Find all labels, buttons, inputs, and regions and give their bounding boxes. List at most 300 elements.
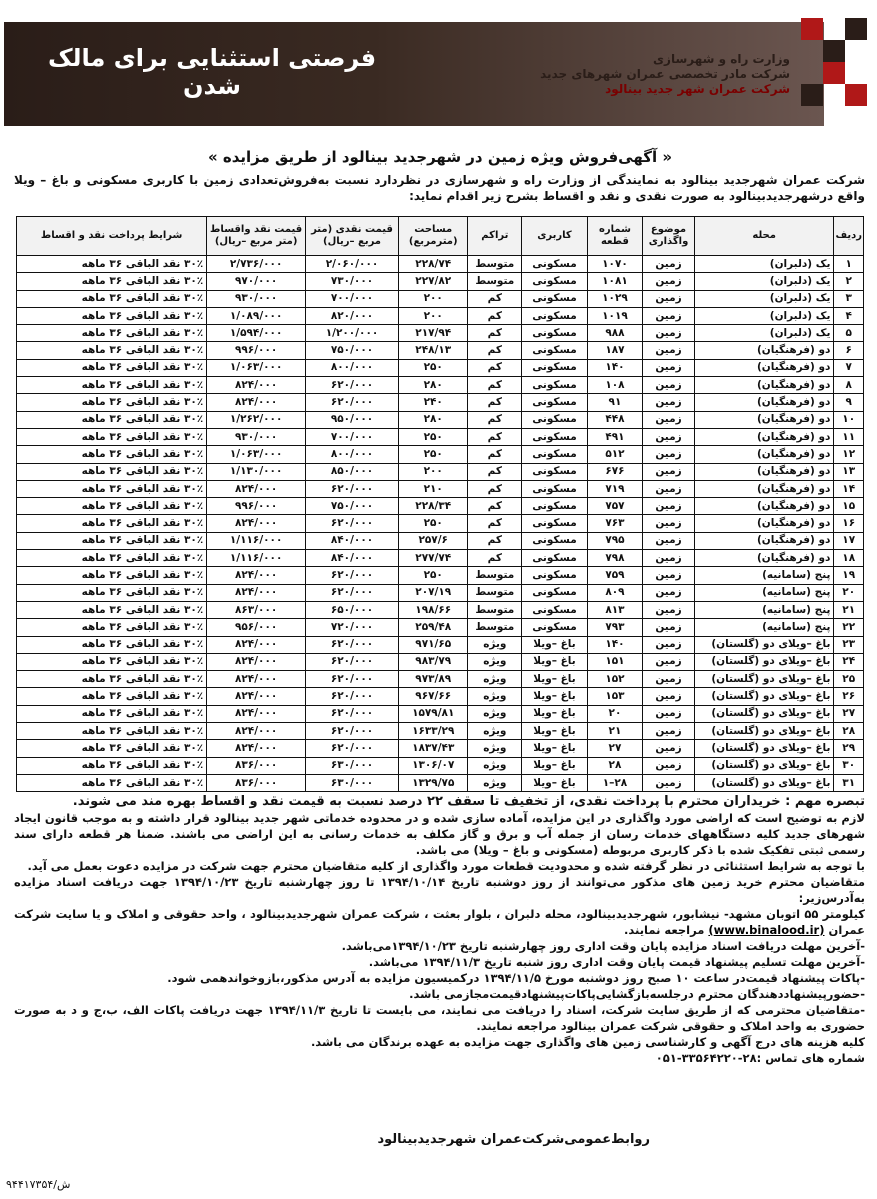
cell-lot-number: ۱۰۲۹ xyxy=(587,290,642,307)
cell-row-number: ۱۵ xyxy=(834,498,864,515)
cell-lot-number: ۷۱۹ xyxy=(587,480,642,497)
cell-row-number: ۱۷ xyxy=(834,532,864,549)
cell-payment-terms: ۳۰٪ نقد الباقی ۳۶ ماهه xyxy=(17,619,207,636)
company-logo-icon xyxy=(793,10,871,122)
cell-lot-number: ۲۱ xyxy=(587,723,642,740)
cell-lot-number: ۷۵۷ xyxy=(587,498,642,515)
table-row xyxy=(17,307,864,324)
cell-installment-price: ۹۹۶/۰۰۰ xyxy=(207,342,306,359)
cell-density: ویژه xyxy=(468,740,522,757)
cell-area: ۲۴۰ xyxy=(399,394,468,411)
cell-transfer-type: زمین xyxy=(643,498,695,515)
cell-land-use: باغ –ویلا xyxy=(522,671,588,688)
cell-neighborhood: دو (فرهنگیان) xyxy=(694,480,834,497)
cell-cash-price: ۸۰۰/۰۰۰ xyxy=(306,446,399,463)
cell-transfer-type: زمین xyxy=(643,446,695,463)
cell-land-use: مسکونی xyxy=(522,619,588,636)
cell-row-number: ۱ xyxy=(834,256,864,273)
cell-transfer-type: زمین xyxy=(643,688,695,705)
cell-installment-price: ۱/۰۶۳/۰۰۰ xyxy=(207,446,306,463)
cell-area: ۲۷۷/۷۴ xyxy=(399,550,468,567)
cell-cash-price: ۸۴۰/۰۰۰ xyxy=(306,532,399,549)
cell-installment-price: ۸۳۶/۰۰۰ xyxy=(207,757,306,774)
cell-transfer-type: زمین xyxy=(643,653,695,670)
cell-area: ۱۶۳۳/۲۹ xyxy=(399,723,468,740)
cell-density: متوسط xyxy=(468,584,522,601)
table-row xyxy=(17,723,864,740)
table-row xyxy=(17,377,864,394)
important-note: خریداران محترم با پرداخت نقدی، از تخفیف تا سقف ۲۲ درصد نسبت به قیمت نقد و اقساط بهره مند می شوند. xyxy=(72,794,781,809)
cell-area: ۲۵۰ xyxy=(399,515,468,532)
table-row xyxy=(17,740,864,757)
cell-land-use: مسکونی xyxy=(522,256,588,273)
cell-neighborhood: دو (فرهنگیان) xyxy=(694,463,834,480)
cell-density: کم xyxy=(468,515,522,532)
table-row xyxy=(17,653,864,670)
cell-area: ۲۸۰ xyxy=(399,411,468,428)
cell-land-use: باغ –ویلا xyxy=(522,705,588,722)
cost-note: کلیه هزینه های درج آگهی و کارشناسی زمین های واگذاری جهت مزایده به عهده برندگان می باشد. xyxy=(310,1035,865,1049)
table-row xyxy=(17,359,864,376)
cell-density: کم xyxy=(468,550,522,567)
cell-land-use: مسکونی xyxy=(522,342,588,359)
cell-payment-terms: ۳۰٪ نقد الباقی ۳۶ ماهه xyxy=(17,377,207,394)
header-density: تراکم xyxy=(468,217,522,256)
cell-cash-price: ۶۲۰/۰۰۰ xyxy=(306,740,399,757)
cell-row-number: ۸ xyxy=(834,377,864,394)
cell-payment-terms: ۳۰٪ نقد الباقی ۳۶ ماهه xyxy=(17,480,207,497)
ad-notes xyxy=(14,794,865,1066)
cell-lot-number: ۲۰ xyxy=(587,705,642,722)
cell-land-use: مسکونی xyxy=(522,532,588,549)
cell-density: کم xyxy=(468,480,522,497)
cell-transfer-type: زمین xyxy=(643,757,695,774)
cell-payment-terms: ۳۰٪ نقد الباقی ۳۶ ماهه xyxy=(17,325,207,342)
cell-area: ۱۳۰۶/۰۷ xyxy=(399,757,468,774)
cell-area: ۲۵۰ xyxy=(399,428,468,445)
cell-neighborhood: پنج (سامانیه) xyxy=(694,584,834,601)
cell-cash-price: ۶۲۰/۰۰۰ xyxy=(306,515,399,532)
cell-land-use: مسکونی xyxy=(522,359,588,376)
cell-payment-terms: ۳۰٪ نقد الباقی ۳۶ ماهه xyxy=(17,688,207,705)
cell-area: ۲۲۸/۷۴ xyxy=(399,256,468,273)
cell-lot-number: ۲۸ xyxy=(587,757,642,774)
cell-density: متوسط xyxy=(468,567,522,584)
cell-neighborhood: پنج (سامانیه) xyxy=(694,619,834,636)
cell-transfer-type: زمین xyxy=(643,515,695,532)
cell-area: ۲۴۸/۱۳ xyxy=(399,342,468,359)
cell-area: ۲۵۰ xyxy=(399,359,468,376)
cell-land-use: مسکونی xyxy=(522,377,588,394)
note-paragraph-1: لازم به توضیح است که اراضی مورد واگذاری در این مزایده، آماده سازی شده و در محدوده خدماتی شهر جدید بینالود قرار داشته و به موجب قانون ایجاد شهرهای جدید کلیه دستگاههای خدمات رسان از جمله آب و برق و گاز مکلف به خدمات رسانی به این اراضی می باشند. ضمنا هر قطعه دارای سند رسمی ثبتی تفکیک شده با ذکر کاربری مربوطه (مسکونی و باغ – ویلا) می باشد. xyxy=(14,811,865,857)
cell-row-number: ۵ xyxy=(834,325,864,342)
cell-lot-number: ۱۰۱۹ xyxy=(587,307,642,324)
cell-land-use: باغ –ویلا xyxy=(522,774,588,791)
org-company: شرکت عمران شهر جدید بینالود xyxy=(605,82,790,96)
table-row xyxy=(17,446,864,463)
cell-row-number: ۲۶ xyxy=(834,688,864,705)
cell-density: متوسط xyxy=(468,273,522,290)
cell-cash-price: ۶۲۰/۰۰۰ xyxy=(306,636,399,653)
cell-payment-terms: ۳۰٪ نقد الباقی ۳۶ ماهه xyxy=(17,740,207,757)
cell-neighborhood: دو (فرهنگیان) xyxy=(694,532,834,549)
cell-row-number: ۱۸ xyxy=(834,550,864,567)
cell-installment-price: ۸۲۴/۰۰۰ xyxy=(207,723,306,740)
table-row xyxy=(17,480,864,497)
table-row xyxy=(17,671,864,688)
cell-transfer-type: زمین xyxy=(643,273,695,290)
table-row xyxy=(17,394,864,411)
table-row xyxy=(17,342,864,359)
banner xyxy=(2,4,875,129)
cell-cash-price: ۶۲۰/۰۰۰ xyxy=(306,480,399,497)
cell-payment-terms: ۳۰٪ نقد الباقی ۳۶ ماهه xyxy=(17,411,207,428)
cell-transfer-type: زمین xyxy=(643,463,695,480)
cell-neighborhood: دو (فرهنگیان) xyxy=(694,515,834,532)
cell-transfer-type: زمین xyxy=(643,394,695,411)
table-row xyxy=(17,428,864,445)
cell-transfer-type: زمین xyxy=(643,584,695,601)
header-cash-price: قیمت نقدی (متر مربع –ریال) xyxy=(306,217,399,256)
cell-row-number: ۲۰ xyxy=(834,584,864,601)
cell-cash-price: ۶۲۰/۰۰۰ xyxy=(306,723,399,740)
header-row-number: ردیف xyxy=(834,217,864,256)
cell-lot-number: ۸۱۳ xyxy=(587,601,642,618)
cell-payment-terms: ۳۰٪ نقد الباقی ۳۶ ماهه xyxy=(17,446,207,463)
cell-installment-price: ۸۲۴/۰۰۰ xyxy=(207,584,306,601)
cell-transfer-type: زمین xyxy=(643,325,695,342)
cell-installment-price: ۸۲۴/۰۰۰ xyxy=(207,653,306,670)
cell-installment-price: ۸۲۴/۰۰۰ xyxy=(207,377,306,394)
cell-density: کم xyxy=(468,342,522,359)
header-land-use: کاربری xyxy=(522,217,588,256)
cell-row-number: ۲ xyxy=(834,273,864,290)
cell-transfer-type: زمین xyxy=(643,307,695,324)
note-paragraph-3: متقاضیان محترم خرید زمین های مذکور می‌توانند از روز دوشنبه تاریخ ۱۳۹۴/۱۰/۱۴ تا روز چهارشنبه تاریخ ۱۳۹۴/۱۰/۲۳ جهت دریافت اسناد مزایده به‌آدرس‌زیر: xyxy=(14,875,866,905)
cell-density: کم xyxy=(468,446,522,463)
cell-neighborhood: یک (دلبران) xyxy=(694,273,834,290)
cell-density: ویژه xyxy=(468,774,522,791)
cell-installment-price: ۹۵۶/۰۰۰ xyxy=(207,619,306,636)
cell-lot-number: ۲۷ xyxy=(587,740,642,757)
header-payment-terms: شرایط پرداخت نقد و اقساط xyxy=(17,217,207,256)
cell-cash-price: ۶۲۰/۰۰۰ xyxy=(306,688,399,705)
cell-lot-number: ۷۹۵ xyxy=(587,532,642,549)
cell-installment-price: ۸۲۴/۰۰۰ xyxy=(207,567,306,584)
cell-density: ویژه xyxy=(468,688,522,705)
cell-land-use: مسکونی xyxy=(522,584,588,601)
header-area: مساحت (مترمربع) xyxy=(399,217,468,256)
cell-lot-number: ۱۵۱ xyxy=(587,653,642,670)
address-text: کیلومتر ۵۵ اتوبان مشهد- نیشابور، شهرجدیدبینالود، محله دلبران ، بلوار بعثت ، شرکت عمران شهرجدیدبینالود ، واحد حقوقی و املاک و یا سایت شرکت عمران xyxy=(14,907,865,937)
cell-transfer-type: زمین xyxy=(643,723,695,740)
cell-cash-price: ۶۵۰/۰۰۰ xyxy=(306,601,399,618)
cell-payment-terms: ۳۰٪ نقد الباقی ۳۶ ماهه xyxy=(17,705,207,722)
phone-numbers: شماره های تماس :۲۸-۳۳۵۶۴۲۲۰-۰۵۱ xyxy=(655,1051,865,1065)
cell-lot-number: ۹۱ xyxy=(587,394,642,411)
cell-land-use: باغ –ویلا xyxy=(522,757,588,774)
cell-area: ۲۲۷/۸۲ xyxy=(399,273,468,290)
cell-lot-number: ۸۰۹ xyxy=(587,584,642,601)
cell-row-number: ۶ xyxy=(834,342,864,359)
cell-neighborhood: دو (فرهنگیان) xyxy=(694,411,834,428)
cell-density: کم xyxy=(468,463,522,480)
cell-installment-price: ۱/۱۳۰/۰۰۰ xyxy=(207,463,306,480)
deadline-1: -آخرین مهلت دریافت اسناد مزایده پایان وقت اداری روز چهارشنبه تاریخ ۱۳۹۴/۱۰/۲۳می‌باشد. xyxy=(341,939,865,953)
cell-transfer-type: زمین xyxy=(643,411,695,428)
cell-neighborhood: یک (دلبران) xyxy=(694,290,834,307)
cell-neighborhood: یک (دلبران) xyxy=(694,256,834,273)
cell-installment-price: ۸۶۳/۰۰۰ xyxy=(207,601,306,618)
cell-area: ۲۰۷/۱۹ xyxy=(399,584,468,601)
cell-area: ۱۹۸/۶۶ xyxy=(399,601,468,618)
cell-area: ۲۵۷/۶ xyxy=(399,532,468,549)
cell-cash-price: ۸۰۰/۰۰۰ xyxy=(306,359,399,376)
cell-area: ۲۱۷/۹۴ xyxy=(399,325,468,342)
cell-payment-terms: ۳۰٪ نقد الباقی ۳۶ ماهه xyxy=(17,256,207,273)
cell-land-use: مسکونی xyxy=(522,498,588,515)
table-header-row xyxy=(17,217,864,256)
cell-installment-price: ۹۹۶/۰۰۰ xyxy=(207,498,306,515)
table-row xyxy=(17,498,864,515)
note-paragraph-2: با توجه به شرایط استثنائی در نظر گرفته شده و محدودیت قطعات مورد واگذاری از کلیه متقاضیان محترم جهت شرکت در مزایده دعوت بعمل می آید. xyxy=(27,859,865,873)
cell-installment-price: ۸۲۴/۰۰۰ xyxy=(207,480,306,497)
cell-transfer-type: زمین xyxy=(643,256,695,273)
cell-area: ۲۸۰ xyxy=(399,377,468,394)
cell-installment-price: ۱/۰۸۹/۰۰۰ xyxy=(207,307,306,324)
cell-land-use: باغ –ویلا xyxy=(522,636,588,653)
cell-land-use: باغ –ویلا xyxy=(522,723,588,740)
cell-payment-terms: ۳۰٪ نقد الباقی ۳۶ ماهه xyxy=(17,774,207,791)
cell-cash-price: ۲/۰۶۰/۰۰۰ xyxy=(306,256,399,273)
org-ministry: وزارت راه و شهرسازی xyxy=(653,52,790,66)
cell-area: ۹۶۷/۶۶ xyxy=(399,688,468,705)
cell-row-number: ۹ xyxy=(834,394,864,411)
cell-row-number: ۱۳ xyxy=(834,463,864,480)
cell-lot-number: ۴۴۸ xyxy=(587,411,642,428)
cell-installment-price: ۸۲۴/۰۰۰ xyxy=(207,394,306,411)
cell-area: ۹۸۳/۷۹ xyxy=(399,653,468,670)
cell-density: متوسط xyxy=(468,601,522,618)
cell-lot-number: ۱۵۲ xyxy=(587,671,642,688)
table-row xyxy=(17,757,864,774)
cell-density: کم xyxy=(468,394,522,411)
cell-installment-price: ۸۲۴/۰۰۰ xyxy=(207,705,306,722)
cell-row-number: ۲۷ xyxy=(834,705,864,722)
lots-table xyxy=(16,216,864,792)
cell-land-use: مسکونی xyxy=(522,446,588,463)
cell-row-number: ۱۹ xyxy=(834,567,864,584)
cell-installment-price: ۸۲۴/۰۰۰ xyxy=(207,740,306,757)
cell-density: کم xyxy=(468,359,522,376)
cell-area: ۱۵۷۹/۸۱ xyxy=(399,705,468,722)
deadline-2: -آخرین مهلت تسلیم پیشنهاد قیمت پایان وقت اداری روز شنبه تاریخ ۱۳۹۴/۱۱/۳ می‌باشد. xyxy=(368,955,865,969)
cell-row-number: ۱۱ xyxy=(834,428,864,445)
cell-cash-price: ۷۵۰/۰۰۰ xyxy=(306,498,399,515)
cell-cash-price: ۹۵۰/۰۰۰ xyxy=(306,411,399,428)
ad-intro: شرکت عمران شهرجدید بینالود به نمایندگی از وزارت راه و شهرسازی در نظردارد نسبت به‌فروش‌تعدادی زمین با کاربری مسکونی و باغ – ویلا واقع درشهرجدیدبینالود به صورت نقدی و نقد و اقساط بشرح زیر اقدام نماید: xyxy=(14,173,865,203)
cell-density: کم xyxy=(468,307,522,324)
cell-neighborhood: دو (فرهنگیان) xyxy=(694,550,834,567)
cell-density: کم xyxy=(468,498,522,515)
cell-cash-price: ۸۲۰/۰۰۰ xyxy=(306,307,399,324)
cell-payment-terms: ۳۰٪ نقد الباقی ۳۶ ماهه xyxy=(17,342,207,359)
cell-lot-number: ۲۸–۱ xyxy=(587,774,642,791)
cell-row-number: ۲۲ xyxy=(834,619,864,636)
table-row xyxy=(17,550,864,567)
cell-row-number: ۱۲ xyxy=(834,446,864,463)
table-row xyxy=(17,636,864,653)
cell-area: ۲۵۹/۴۸ xyxy=(399,619,468,636)
cell-land-use: مسکونی xyxy=(522,325,588,342)
cell-installment-price: ۹۳۰/۰۰۰ xyxy=(207,428,306,445)
cell-lot-number: ۱۰۸ xyxy=(587,377,642,394)
cell-density: ویژه xyxy=(468,671,522,688)
cell-land-use: مسکونی xyxy=(522,567,588,584)
cell-density: کم xyxy=(468,532,522,549)
header-neighborhood: محله xyxy=(694,217,834,256)
cell-lot-number: ۶۷۶ xyxy=(587,463,642,480)
cell-area: ۲۵۰ xyxy=(399,446,468,463)
ad-code: ۹۴۴۱۷۳۵۴/ش xyxy=(6,1178,71,1191)
cell-transfer-type: زمین xyxy=(643,740,695,757)
cell-row-number: ۲۳ xyxy=(834,636,864,653)
table-row xyxy=(17,256,864,273)
table-row xyxy=(17,774,864,791)
cell-row-number: ۱۰ xyxy=(834,411,864,428)
cell-installment-price: ۱/۲۶۲/۰۰۰ xyxy=(207,411,306,428)
header-installment-price: قیمت نقد واقساط (متر مربع –ریال) xyxy=(207,217,306,256)
note-address xyxy=(14,906,865,938)
cell-cash-price: ۶۲۰/۰۰۰ xyxy=(306,584,399,601)
cell-lot-number: ۹۸۸ xyxy=(587,325,642,342)
cell-installment-price: ۱/۱۱۶/۰۰۰ xyxy=(207,532,306,549)
cell-payment-terms: ۳۰٪ نقد الباقی ۳۶ ماهه xyxy=(17,584,207,601)
cell-neighborhood: باغ –ویلای دو (گلستان) xyxy=(694,705,834,722)
cell-density: کم xyxy=(468,377,522,394)
cell-installment-price: ۸۲۴/۰۰۰ xyxy=(207,636,306,653)
cell-cash-price: ۷۰۰/۰۰۰ xyxy=(306,290,399,307)
cell-payment-terms: ۳۰٪ نقد الباقی ۳۶ ماهه xyxy=(17,428,207,445)
cell-density: ویژه xyxy=(468,705,522,722)
table-row xyxy=(17,532,864,549)
cell-land-use: مسکونی xyxy=(522,601,588,618)
cell-transfer-type: زمین xyxy=(643,342,695,359)
table-row xyxy=(17,705,864,722)
cell-lot-number: ۴۹۱ xyxy=(587,428,642,445)
cell-area: ۱۳۲۹/۷۵ xyxy=(399,774,468,791)
cell-neighborhood: دو (فرهنگیان) xyxy=(694,377,834,394)
cell-area: ۲۰۰ xyxy=(399,290,468,307)
cell-land-use: باغ –ویلا xyxy=(522,653,588,670)
cell-transfer-type: زمین xyxy=(643,428,695,445)
cell-transfer-type: زمین xyxy=(643,359,695,376)
cell-row-number: ۴ xyxy=(834,307,864,324)
cell-neighborhood: باغ –ویلای دو (گلستان) xyxy=(694,757,834,774)
cell-cash-price: ۷۳۰/۰۰۰ xyxy=(306,273,399,290)
cell-density: ویژه xyxy=(468,723,522,740)
table-row xyxy=(17,567,864,584)
cell-land-use: مسکونی xyxy=(522,394,588,411)
cell-cash-price: ۶۲۰/۰۰۰ xyxy=(306,394,399,411)
cell-payment-terms: ۳۰٪ نقد الباقی ۳۶ ماهه xyxy=(17,273,207,290)
cell-area: ۲۵۰ xyxy=(399,567,468,584)
cell-row-number: ۳۱ xyxy=(834,774,864,791)
cell-installment-price: ۸۲۴/۰۰۰ xyxy=(207,671,306,688)
cell-payment-terms: ۳۰٪ نقد الباقی ۳۶ ماهه xyxy=(17,671,207,688)
cell-cash-price: ۶۲۰/۰۰۰ xyxy=(306,567,399,584)
cell-density: ویژه xyxy=(468,636,522,653)
cell-payment-terms: ۳۰٪ نقد الباقی ۳۶ ماهه xyxy=(17,498,207,515)
table-row xyxy=(17,601,864,618)
cell-area: ۲۰۰ xyxy=(399,463,468,480)
cell-row-number: ۲۸ xyxy=(834,723,864,740)
cell-neighborhood: دو (فرهنگیان) xyxy=(694,394,834,411)
cell-lot-number: ۱۴۰ xyxy=(587,636,642,653)
cell-lot-number: ۱۰۸۱ xyxy=(587,273,642,290)
cell-lot-number: ۵۱۲ xyxy=(587,446,642,463)
cell-transfer-type: زمین xyxy=(643,774,695,791)
cell-transfer-type: زمین xyxy=(643,567,695,584)
cell-lot-number: ۷۹۸ xyxy=(587,550,642,567)
cell-area: ۹۷۳/۸۹ xyxy=(399,671,468,688)
cell-density: کم xyxy=(468,325,522,342)
cell-lot-number: ۱۸۷ xyxy=(587,342,642,359)
table-row xyxy=(17,325,864,342)
cell-row-number: ۱۶ xyxy=(834,515,864,532)
cell-payment-terms: ۳۰٪ نقد الباقی ۳۶ ماهه xyxy=(17,636,207,653)
cell-neighborhood: پنج (سامانیه) xyxy=(694,567,834,584)
cell-cash-price: ۱/۲۰۰/۰۰۰ xyxy=(306,325,399,342)
cell-cash-price: ۶۳۰/۰۰۰ xyxy=(306,774,399,791)
cell-row-number: ۷ xyxy=(834,359,864,376)
deadline-4: -حضورپیشنهاددهندگان محترم درجلسه‌بازگشایی‌پاکات‌پیشنهادقیمت‌مجازمی باشد. xyxy=(409,987,865,1001)
cell-transfer-type: زمین xyxy=(643,377,695,394)
cell-land-use: مسکونی xyxy=(522,428,588,445)
cell-payment-terms: ۳۰٪ نقد الباقی ۳۶ ماهه xyxy=(17,723,207,740)
cell-installment-price: ۱/۵۹۴/۰۰۰ xyxy=(207,325,306,342)
table-row xyxy=(17,688,864,705)
cell-neighborhood: دو (فرهنگیان) xyxy=(694,428,834,445)
cell-transfer-type: زمین xyxy=(643,636,695,653)
cell-payment-terms: ۳۰٪ نقد الباقی ۳۶ ماهه xyxy=(17,463,207,480)
cell-row-number: ۳۰ xyxy=(834,757,864,774)
cell-lot-number: ۷۶۳ xyxy=(587,515,642,532)
cell-transfer-type: زمین xyxy=(643,619,695,636)
cell-transfer-type: زمین xyxy=(643,705,695,722)
cell-installment-price: ۲/۷۳۶/۰۰۰ xyxy=(207,256,306,273)
cell-payment-terms: ۳۰٪ نقد الباقی ۳۶ ماهه xyxy=(17,532,207,549)
cell-land-use: مسکونی xyxy=(522,307,588,324)
cell-density: متوسط xyxy=(468,619,522,636)
org-parent-company: شرکت مادر تخصصی عمران شهرهای جدید xyxy=(540,67,790,81)
cell-neighborhood: یک (دلبران) xyxy=(694,307,834,324)
cell-neighborhood: باغ –ویلای دو (گلستان) xyxy=(694,671,834,688)
cell-installment-price: ۸۳۶/۰۰۰ xyxy=(207,774,306,791)
ad-heading: « آگهی‌فروش ویژه زمین در شهرجدید بینالود از طریق مزایده » xyxy=(207,148,673,166)
cell-payment-terms: ۳۰٪ نقد الباقی ۳۶ ماهه xyxy=(17,550,207,567)
cell-cash-price: ۷۲۰/۰۰۰ xyxy=(306,619,399,636)
cell-cash-price: ۸۴۰/۰۰۰ xyxy=(306,550,399,567)
cell-neighborhood: دو (فرهنگیان) xyxy=(694,359,834,376)
cell-lot-number: ۱۵۳ xyxy=(587,688,642,705)
website-link[interactable]: (www.binalood.ir) xyxy=(708,923,825,937)
table-row xyxy=(17,273,864,290)
cell-lot-number: ۷۵۹ xyxy=(587,567,642,584)
cell-payment-terms: ۳۰٪ نقد الباقی ۳۶ ماهه xyxy=(17,601,207,618)
cell-density: کم xyxy=(468,290,522,307)
cell-transfer-type: زمین xyxy=(643,601,695,618)
